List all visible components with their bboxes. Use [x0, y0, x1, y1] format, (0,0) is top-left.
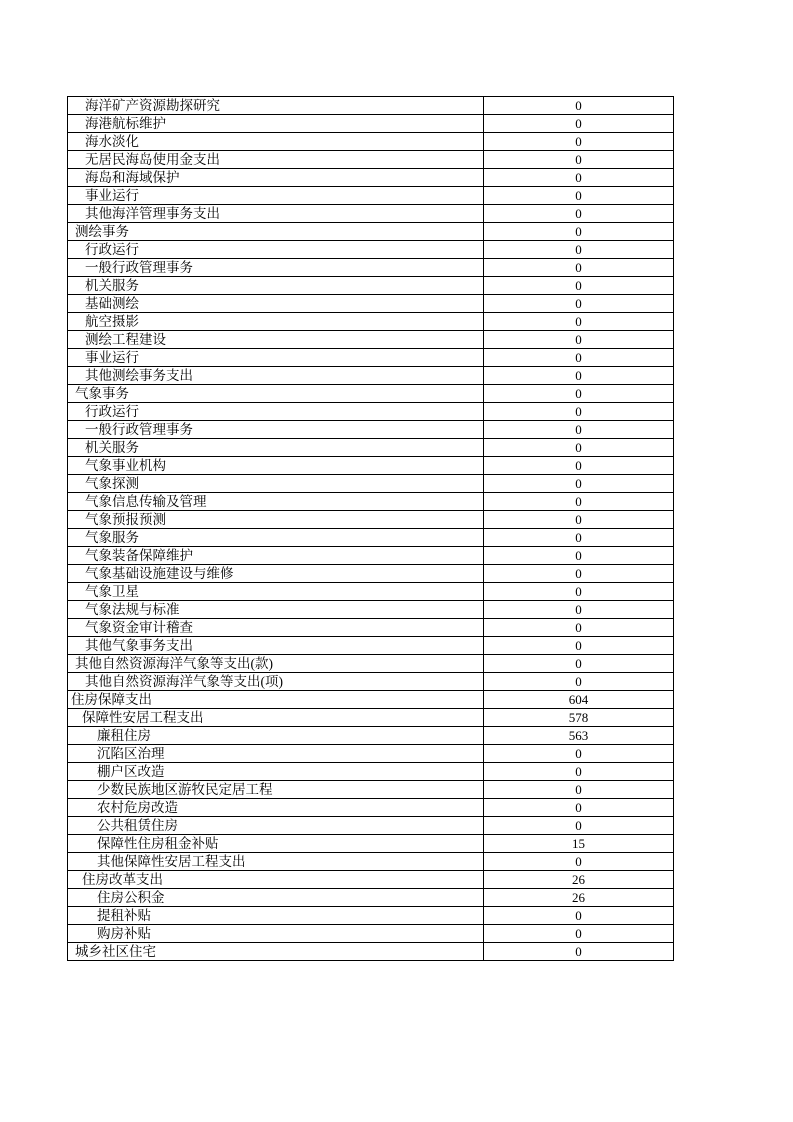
value-cell: 0: [484, 133, 674, 151]
value-cell: 0: [484, 385, 674, 403]
value-cell: 0: [484, 511, 674, 529]
value-cell: 0: [484, 799, 674, 817]
table-row: [68, 817, 674, 835]
table-row: [68, 925, 674, 943]
value-cell: 0: [484, 241, 674, 259]
value-cell: 0: [484, 907, 674, 925]
table-row: [68, 493, 674, 511]
item-label-cell: 购房补贴: [68, 925, 484, 943]
value-cell: 0: [484, 637, 674, 655]
value-cell: 0: [484, 853, 674, 871]
item-label-cell: 气象卫星: [68, 583, 484, 601]
table-row: [68, 835, 674, 853]
value-cell: 0: [484, 565, 674, 583]
value-cell: 0: [484, 781, 674, 799]
table-row: [68, 871, 674, 889]
item-label-cell: 保障性住房租金补贴: [68, 835, 484, 853]
item-label-cell: 少数民族地区游牧民定居工程: [68, 781, 484, 799]
item-label-cell: 沉陷区治理: [68, 745, 484, 763]
item-label-cell: 其他保障性安居工程支出: [68, 853, 484, 871]
table-row: [68, 205, 674, 223]
table-row: [68, 439, 674, 457]
table-row: [68, 943, 674, 961]
value-cell: 0: [484, 313, 674, 331]
table-row: [68, 457, 674, 475]
table-row: [68, 241, 674, 259]
item-label-cell: 住房改革支出: [68, 871, 484, 889]
table-row: [68, 349, 674, 367]
table-row: [68, 565, 674, 583]
value-cell: 0: [484, 943, 674, 961]
table-row: [68, 547, 674, 565]
value-cell: 0: [484, 925, 674, 943]
table-row: [68, 637, 674, 655]
table-row: [68, 403, 674, 421]
value-cell: 0: [484, 295, 674, 313]
item-label-cell: 海水淡化: [68, 133, 484, 151]
value-cell: 0: [484, 457, 674, 475]
table-row: [68, 583, 674, 601]
item-label-cell: 机关服务: [68, 439, 484, 457]
table-row: [68, 133, 674, 151]
value-cell: 0: [484, 619, 674, 637]
item-label-cell: 无居民海岛使用金支出: [68, 151, 484, 169]
value-cell: 0: [484, 115, 674, 133]
table-row: [68, 385, 674, 403]
value-cell: 0: [484, 763, 674, 781]
value-cell: 0: [484, 493, 674, 511]
item-label-cell: 农村危房改造: [68, 799, 484, 817]
value-cell: 0: [484, 97, 674, 115]
item-label-cell: 基础测绘: [68, 295, 484, 313]
table-row: [68, 673, 674, 691]
value-cell: 0: [484, 259, 674, 277]
value-cell: 0: [484, 205, 674, 223]
table-row: [68, 781, 674, 799]
value-cell: 0: [484, 169, 674, 187]
table-row: [68, 115, 674, 133]
item-label-cell: 其他自然资源海洋气象等支出(项): [68, 673, 484, 691]
table-row: [68, 529, 674, 547]
value-cell: 0: [484, 277, 674, 295]
item-label-cell: 住房公积金: [68, 889, 484, 907]
value-cell: 0: [484, 745, 674, 763]
budget-table-body: [68, 97, 674, 961]
item-label-cell: 测绘工程建设: [68, 331, 484, 349]
table-row: [68, 259, 674, 277]
table-row: [68, 367, 674, 385]
item-label-cell: 机关服务: [68, 277, 484, 295]
item-label-cell: 一般行政管理事务: [68, 421, 484, 439]
table-row: [68, 331, 674, 349]
item-label-cell: 提租补贴: [68, 907, 484, 925]
item-label-cell: 行政运行: [68, 403, 484, 421]
value-cell: 0: [484, 655, 674, 673]
item-label-cell: 一般行政管理事务: [68, 259, 484, 277]
table-row: [68, 709, 674, 727]
item-label-cell: 气象探测: [68, 475, 484, 493]
item-label-cell: 气象装备保障维护: [68, 547, 484, 565]
value-cell: 0: [484, 475, 674, 493]
table-row: [68, 151, 674, 169]
table-row: [68, 187, 674, 205]
item-label-cell: 公共租赁住房: [68, 817, 484, 835]
value-cell: 563: [484, 727, 674, 745]
table-row: [68, 475, 674, 493]
table-row: [68, 889, 674, 907]
value-cell: 26: [484, 889, 674, 907]
item-label-cell: 其他自然资源海洋气象等支出(款): [68, 655, 484, 673]
value-cell: 0: [484, 223, 674, 241]
table-row: [68, 853, 674, 871]
value-cell: 0: [484, 151, 674, 169]
table-row: [68, 601, 674, 619]
value-cell: 0: [484, 583, 674, 601]
table-row: [68, 511, 674, 529]
item-label-cell: 气象预报预测: [68, 511, 484, 529]
value-cell: 0: [484, 547, 674, 565]
item-label-cell: 廉租住房: [68, 727, 484, 745]
item-label-cell: 事业运行: [68, 187, 484, 205]
value-cell: 0: [484, 439, 674, 457]
item-label-cell: 海港航标维护: [68, 115, 484, 133]
value-cell: 0: [484, 421, 674, 439]
item-label-cell: 气象事业机构: [68, 457, 484, 475]
item-label-cell: 气象基础设施建设与维修: [68, 565, 484, 583]
table-row: [68, 169, 674, 187]
table-row: [68, 421, 674, 439]
table-row: [68, 727, 674, 745]
item-label-cell: 航空摄影: [68, 313, 484, 331]
item-label-cell: 其他测绘事务支出: [68, 367, 484, 385]
value-cell: 0: [484, 817, 674, 835]
item-label-cell: 保障性安居工程支出: [68, 709, 484, 727]
item-label-cell: 住房保障支出: [68, 691, 484, 709]
item-label-cell: 其他海洋管理事务支出: [68, 205, 484, 223]
item-label-cell: 气象信息传输及管理: [68, 493, 484, 511]
item-label-cell: 海岛和海域保护: [68, 169, 484, 187]
item-label-cell: 测绘事务: [68, 223, 484, 241]
item-label-cell: 行政运行: [68, 241, 484, 259]
item-label-cell: 气象事务: [68, 385, 484, 403]
table-row: [68, 745, 674, 763]
value-cell: 0: [484, 403, 674, 421]
item-label-cell: 气象服务: [68, 529, 484, 547]
table-row: [68, 223, 674, 241]
value-cell: 0: [484, 187, 674, 205]
value-cell: 26: [484, 871, 674, 889]
table-row: [68, 295, 674, 313]
table-row: [68, 619, 674, 637]
table-row: [68, 763, 674, 781]
value-cell: 0: [484, 331, 674, 349]
item-label-cell: 气象法规与标准: [68, 601, 484, 619]
item-label-cell: 气象资金审计稽查: [68, 619, 484, 637]
item-label-cell: 海洋矿产资源勘探研究: [68, 97, 484, 115]
table-row: [68, 907, 674, 925]
item-label-cell: 其他气象事务支出: [68, 637, 484, 655]
value-cell: 0: [484, 673, 674, 691]
table-row: [68, 313, 674, 331]
value-cell: 0: [484, 367, 674, 385]
table-row: [68, 691, 674, 709]
budget-table: [67, 96, 674, 961]
value-cell: 15: [484, 835, 674, 853]
value-cell: 0: [484, 349, 674, 367]
table-row: [68, 799, 674, 817]
item-label-cell: 城乡社区住宅: [68, 943, 484, 961]
value-cell: 604: [484, 691, 674, 709]
value-cell: 578: [484, 709, 674, 727]
value-cell: 0: [484, 601, 674, 619]
table-row: [68, 277, 674, 295]
value-cell: 0: [484, 529, 674, 547]
item-label-cell: 事业运行: [68, 349, 484, 367]
item-label-cell: 棚户区改造: [68, 763, 484, 781]
table-row: [68, 97, 674, 115]
table-row: [68, 655, 674, 673]
